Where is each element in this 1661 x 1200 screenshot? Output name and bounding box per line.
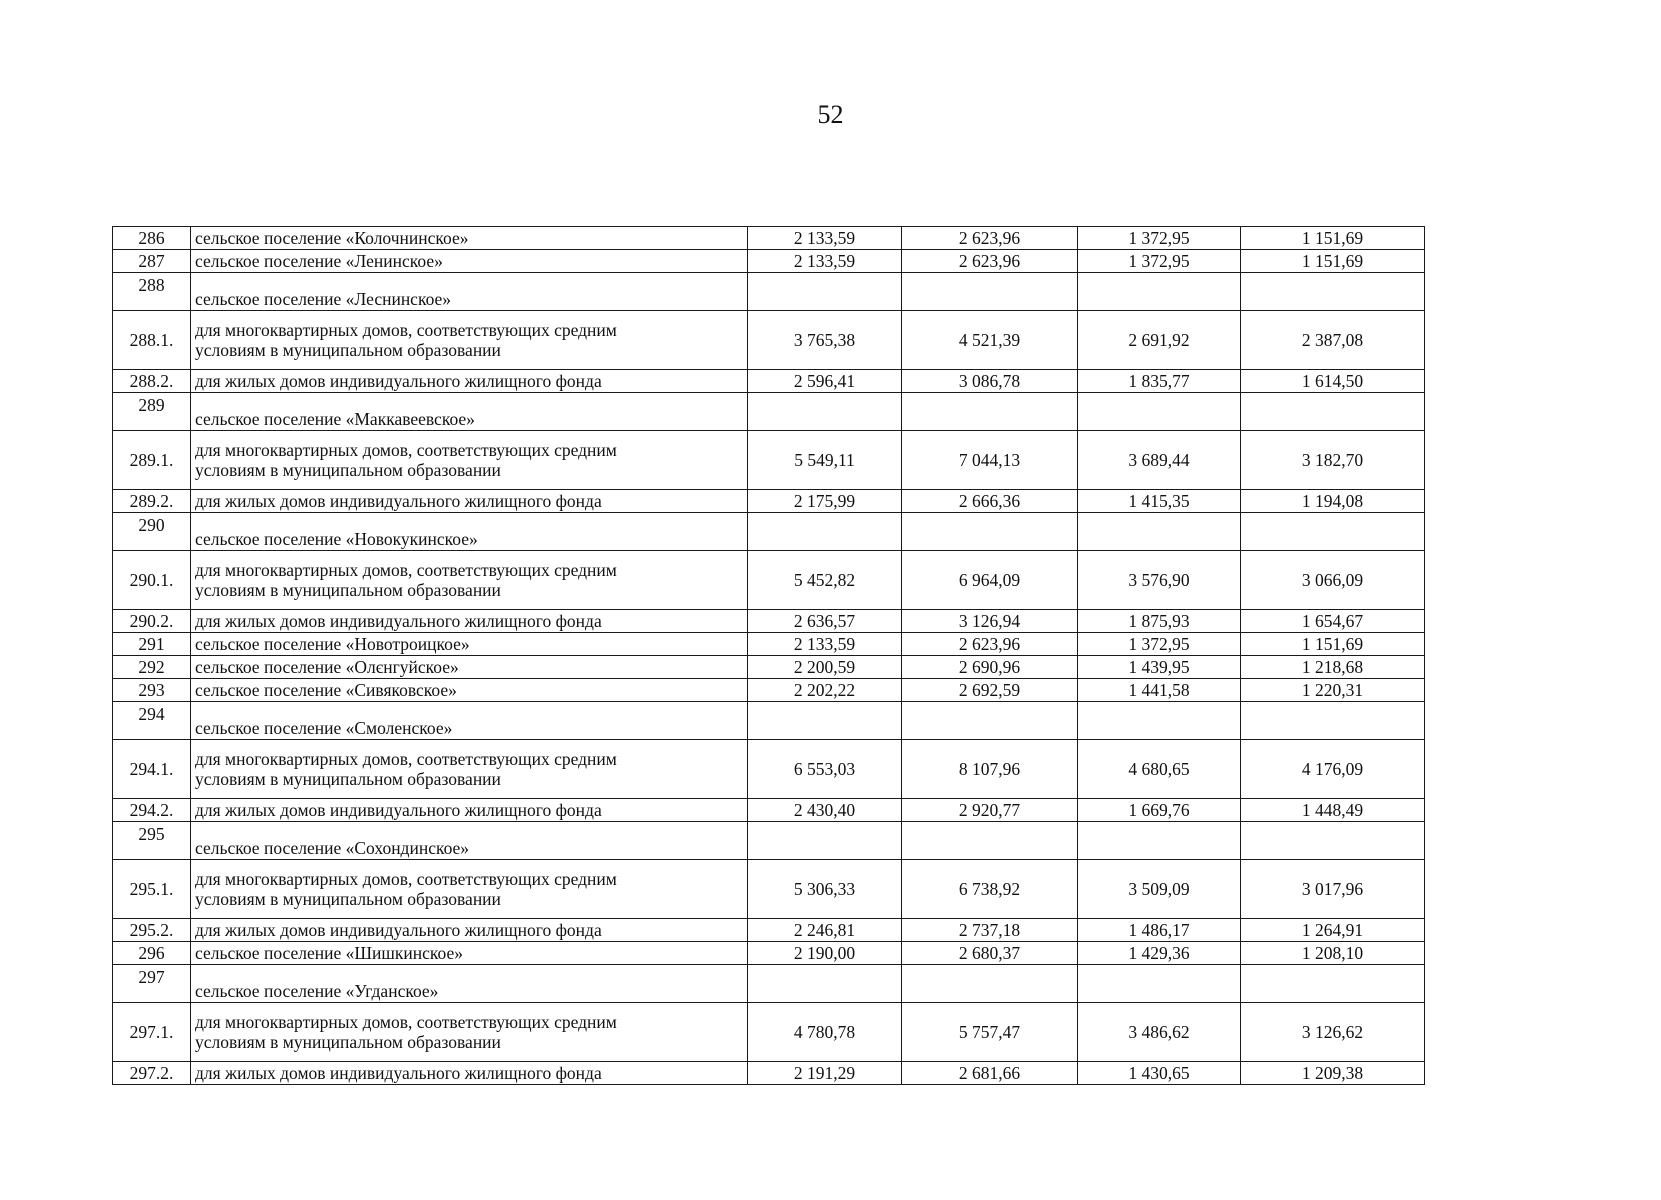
value-cell-v1	[748, 822, 902, 860]
value-cell-v2: 6 964,09	[902, 551, 1078, 610]
value-cell-v1	[748, 393, 902, 431]
value-cell-v4	[1241, 513, 1425, 551]
row-name-cell	[191, 919, 748, 942]
value-cell-v3: 2 691,92	[1078, 311, 1241, 370]
value-cell-v2: 2 623,96	[902, 227, 1078, 250]
row-number-cell: 297	[113, 965, 191, 1003]
row-number-cell: 290.2.	[113, 610, 191, 633]
table-row	[113, 513, 1425, 551]
value-cell-v4: 1 614,50	[1241, 370, 1425, 393]
row-name-line: сельское поселение «Новокукинское»	[195, 529, 478, 549]
row-name-cell	[191, 799, 748, 822]
value-cell-v2: 2 680,37	[902, 942, 1078, 965]
table-row	[113, 551, 1425, 610]
row-name-cell	[191, 431, 748, 490]
value-cell-v1: 5 452,82	[748, 551, 902, 610]
value-cell-v2	[902, 393, 1078, 431]
value-cell-v3	[1078, 513, 1241, 551]
row-name-line: сельское поселение «Смоленское»	[195, 718, 453, 738]
value-cell-v4: 1 220,31	[1241, 679, 1425, 702]
row-name-line: сельское поселение «Леснинское»	[195, 289, 452, 309]
table-row	[113, 919, 1425, 942]
value-cell-v1	[748, 702, 902, 740]
row-name-line: для многоквартирных домов, соответствующих средним	[195, 749, 617, 769]
table-row	[113, 860, 1425, 919]
row-number-cell: 295	[113, 822, 191, 860]
value-cell-v1: 3 765,38	[748, 311, 902, 370]
row-name-line: сельское поселение «Олєнгуйское»	[195, 657, 459, 677]
row-name-line: для жилых домов индивидуального жилищного фонда	[195, 920, 602, 940]
row-number-cell: 294	[113, 702, 191, 740]
row-number-cell: 288	[113, 273, 191, 311]
row-name-cell	[191, 393, 748, 431]
row-name-line: условиям в муниципальном образовании	[195, 580, 501, 600]
value-cell-v1: 2 190,00	[748, 942, 902, 965]
value-cell-v3: 1 486,17	[1078, 919, 1241, 942]
value-cell-v3: 3 689,44	[1078, 431, 1241, 490]
value-cell-v4: 1 194,08	[1241, 490, 1425, 513]
value-cell-v1: 2 200,59	[748, 656, 902, 679]
row-name-cell	[191, 679, 748, 702]
value-cell-v1: 2 191,29	[748, 1062, 902, 1085]
row-name-cell	[191, 227, 748, 250]
row-number-cell: 294.2.	[113, 799, 191, 822]
value-cell-v3: 1 372,95	[1078, 633, 1241, 656]
value-cell-v2	[902, 965, 1078, 1003]
table-row	[113, 740, 1425, 799]
value-cell-v1: 2 175,99	[748, 490, 902, 513]
value-cell-v4: 3 182,70	[1241, 431, 1425, 490]
row-number-cell: 288.1.	[113, 311, 191, 370]
value-cell-v2: 2 920,77	[902, 799, 1078, 822]
row-name-cell	[191, 1003, 748, 1062]
value-cell-v4	[1241, 965, 1425, 1003]
row-name-cell	[191, 740, 748, 799]
value-cell-v2	[902, 273, 1078, 311]
row-name-line: для многоквартирных домов, соответствующих средним	[195, 440, 617, 460]
table-row	[113, 227, 1425, 250]
row-number-cell: 295.2.	[113, 919, 191, 942]
row-name-line: для многоквартирных домов, соответствующих средним	[195, 1012, 617, 1032]
row-name-cell	[191, 513, 748, 551]
value-cell-v2: 2 666,36	[902, 490, 1078, 513]
value-cell-v1: 4 780,78	[748, 1003, 902, 1062]
row-number-cell: 286	[113, 227, 191, 250]
value-cell-v1: 2 133,59	[748, 250, 902, 273]
value-cell-v4	[1241, 822, 1425, 860]
value-cell-v4: 3 066,09	[1241, 551, 1425, 610]
row-number-cell: 297.1.	[113, 1003, 191, 1062]
table-row	[113, 633, 1425, 656]
value-cell-v2: 6 738,92	[902, 860, 1078, 919]
row-number-cell: 287	[113, 250, 191, 273]
value-cell-v3: 1 669,76	[1078, 799, 1241, 822]
table-row	[113, 273, 1425, 311]
value-cell-v3: 1 875,93	[1078, 610, 1241, 633]
row-name-line: сельское поселение «Сохондинское»	[195, 838, 470, 858]
value-cell-v1: 2 596,41	[748, 370, 902, 393]
tariff-table-body	[113, 227, 1425, 1085]
table-row	[113, 679, 1425, 702]
value-cell-v2: 7 044,13	[902, 431, 1078, 490]
row-name-line: для жилых домов индивидуального жилищного фонда	[195, 1063, 602, 1083]
row-name-cell	[191, 942, 748, 965]
table-row	[113, 370, 1425, 393]
value-cell-v3	[1078, 393, 1241, 431]
value-cell-v2: 3 086,78	[902, 370, 1078, 393]
value-cell-v3	[1078, 273, 1241, 311]
row-name-line: сельское поселение «Ленинское»	[195, 251, 443, 271]
row-name-cell	[191, 370, 748, 393]
value-cell-v3: 1 372,95	[1078, 227, 1241, 250]
value-cell-v4: 1 448,49	[1241, 799, 1425, 822]
value-cell-v4	[1241, 393, 1425, 431]
row-name-line: для жилых домов индивидуального жилищного фонда	[195, 611, 602, 631]
table-row	[113, 250, 1425, 273]
value-cell-v2: 2 690,96	[902, 656, 1078, 679]
value-cell-v2: 2 681,66	[902, 1062, 1078, 1085]
row-number-cell: 293	[113, 679, 191, 702]
row-name-cell	[191, 965, 748, 1003]
row-name-cell	[191, 490, 748, 513]
row-name-line: условиям в муниципальном образовании	[195, 460, 501, 480]
row-name-line: для многоквартирных домов, соответствующих средним	[195, 869, 617, 889]
value-cell-v3: 3 576,90	[1078, 551, 1241, 610]
row-name-cell	[191, 311, 748, 370]
value-cell-v4: 3 017,96	[1241, 860, 1425, 919]
value-cell-v3: 1 441,58	[1078, 679, 1241, 702]
row-number-cell: 289.1.	[113, 431, 191, 490]
row-name-cell	[191, 610, 748, 633]
value-cell-v1	[748, 273, 902, 311]
table-row	[113, 431, 1425, 490]
value-cell-v3: 4 680,65	[1078, 740, 1241, 799]
table-row	[113, 610, 1425, 633]
row-number-cell: 294.1.	[113, 740, 191, 799]
table-row	[113, 965, 1425, 1003]
value-cell-v2: 2 692,59	[902, 679, 1078, 702]
row-number-cell: 291	[113, 633, 191, 656]
row-number-cell: 289	[113, 393, 191, 431]
value-cell-v2: 2 737,18	[902, 919, 1078, 942]
row-name-cell	[191, 656, 748, 679]
value-cell-v2: 2 623,96	[902, 250, 1078, 273]
row-name-cell	[191, 551, 748, 610]
value-cell-v3	[1078, 822, 1241, 860]
row-name-cell	[191, 1062, 748, 1085]
value-cell-v3: 1 429,36	[1078, 942, 1241, 965]
value-cell-v4: 1 151,69	[1241, 250, 1425, 273]
value-cell-v1: 6 553,03	[748, 740, 902, 799]
row-name-line: сельское поселение «Новотроицкое»	[195, 634, 470, 654]
value-cell-v4: 1 654,67	[1241, 610, 1425, 633]
value-cell-v4	[1241, 702, 1425, 740]
value-cell-v3: 1 439,95	[1078, 656, 1241, 679]
tariff-table	[112, 226, 1425, 1085]
row-name-line: условиям в муниципальном образовании	[195, 889, 501, 909]
row-name-cell	[191, 860, 748, 919]
value-cell-v3: 3 486,62	[1078, 1003, 1241, 1062]
value-cell-v4: 1 151,69	[1241, 227, 1425, 250]
table-row	[113, 490, 1425, 513]
value-cell-v4: 1 209,38	[1241, 1062, 1425, 1085]
row-number-cell: 288.2.	[113, 370, 191, 393]
value-cell-v1: 5 549,11	[748, 431, 902, 490]
value-cell-v4: 2 387,08	[1241, 311, 1425, 370]
table-row	[113, 1003, 1425, 1062]
value-cell-v1	[748, 965, 902, 1003]
value-cell-v3	[1078, 702, 1241, 740]
row-number-cell: 290.1.	[113, 551, 191, 610]
row-name-line: для жилых домов индивидуального жилищного фонда	[195, 491, 602, 511]
row-number-cell: 290	[113, 513, 191, 551]
value-cell-v3: 1 430,65	[1078, 1062, 1241, 1085]
row-name-cell	[191, 273, 748, 311]
value-cell-v2: 3 126,94	[902, 610, 1078, 633]
row-name-cell	[191, 822, 748, 860]
value-cell-v2: 8 107,96	[902, 740, 1078, 799]
value-cell-v3: 1 835,77	[1078, 370, 1241, 393]
value-cell-v4: 1 208,10	[1241, 942, 1425, 965]
row-number-cell: 292	[113, 656, 191, 679]
value-cell-v3	[1078, 965, 1241, 1003]
row-name-line: сельское поселение «Колочнинское»	[195, 228, 469, 248]
row-name-line: условиям в муниципальном образовании	[195, 769, 501, 789]
table-row	[113, 656, 1425, 679]
value-cell-v3: 3 509,09	[1078, 860, 1241, 919]
value-cell-v3: 1 415,35	[1078, 490, 1241, 513]
row-name-line: для жилых домов индивидуального жилищного фонда	[195, 800, 602, 820]
row-name-line: для жилых домов индивидуального жилищного фонда	[195, 371, 602, 391]
row-name-line: для многоквартирных домов, соответствующих средним	[195, 560, 617, 580]
value-cell-v1: 2 246,81	[748, 919, 902, 942]
value-cell-v2	[902, 822, 1078, 860]
row-name-line: для многоквартирных домов, соответствующих средним	[195, 320, 617, 340]
value-cell-v2: 2 623,96	[902, 633, 1078, 656]
value-cell-v1: 5 306,33	[748, 860, 902, 919]
row-name-line: сельское поселение «Маккавеевское»	[195, 409, 475, 429]
table-row	[113, 1062, 1425, 1085]
value-cell-v1: 2 430,40	[748, 799, 902, 822]
row-name-line: сельское поселение «Сивяковское»	[195, 680, 457, 700]
page-number: 52	[817, 100, 844, 129]
row-number-cell: 289.2.	[113, 490, 191, 513]
value-cell-v4: 3 126,62	[1241, 1003, 1425, 1062]
table-row	[113, 799, 1425, 822]
value-cell-v4: 1 218,68	[1241, 656, 1425, 679]
value-cell-v1: 2 202,22	[748, 679, 902, 702]
value-cell-v3: 1 372,95	[1078, 250, 1241, 273]
row-name-line: условиям в муниципальном образовании	[195, 340, 501, 360]
row-name-cell	[191, 633, 748, 656]
value-cell-v2: 5 757,47	[902, 1003, 1078, 1062]
value-cell-v1	[748, 513, 902, 551]
value-cell-v2: 4 521,39	[902, 311, 1078, 370]
row-name-cell	[191, 702, 748, 740]
table-row	[113, 393, 1425, 431]
value-cell-v1: 2 636,57	[748, 610, 902, 633]
value-cell-v2	[902, 702, 1078, 740]
row-number-cell: 297.2.	[113, 1062, 191, 1085]
table-row	[113, 311, 1425, 370]
value-cell-v4: 4 176,09	[1241, 740, 1425, 799]
value-cell-v2	[902, 513, 1078, 551]
row-number-cell: 295.1.	[113, 860, 191, 919]
value-cell-v1: 2 133,59	[748, 633, 902, 656]
row-name-line: сельское поселение «Шишкинское»	[195, 943, 463, 963]
row-name-line: условиям в муниципальном образовании	[195, 1032, 501, 1052]
table-row	[113, 822, 1425, 860]
row-name-line: сельское поселение «Угданское»	[195, 981, 439, 1001]
value-cell-v4: 1 151,69	[1241, 633, 1425, 656]
table-row	[113, 942, 1425, 965]
row-number-cell: 296	[113, 942, 191, 965]
value-cell-v4	[1241, 273, 1425, 311]
value-cell-v1: 2 133,59	[748, 227, 902, 250]
row-name-cell	[191, 250, 748, 273]
table-row	[113, 702, 1425, 740]
value-cell-v4: 1 264,91	[1241, 919, 1425, 942]
